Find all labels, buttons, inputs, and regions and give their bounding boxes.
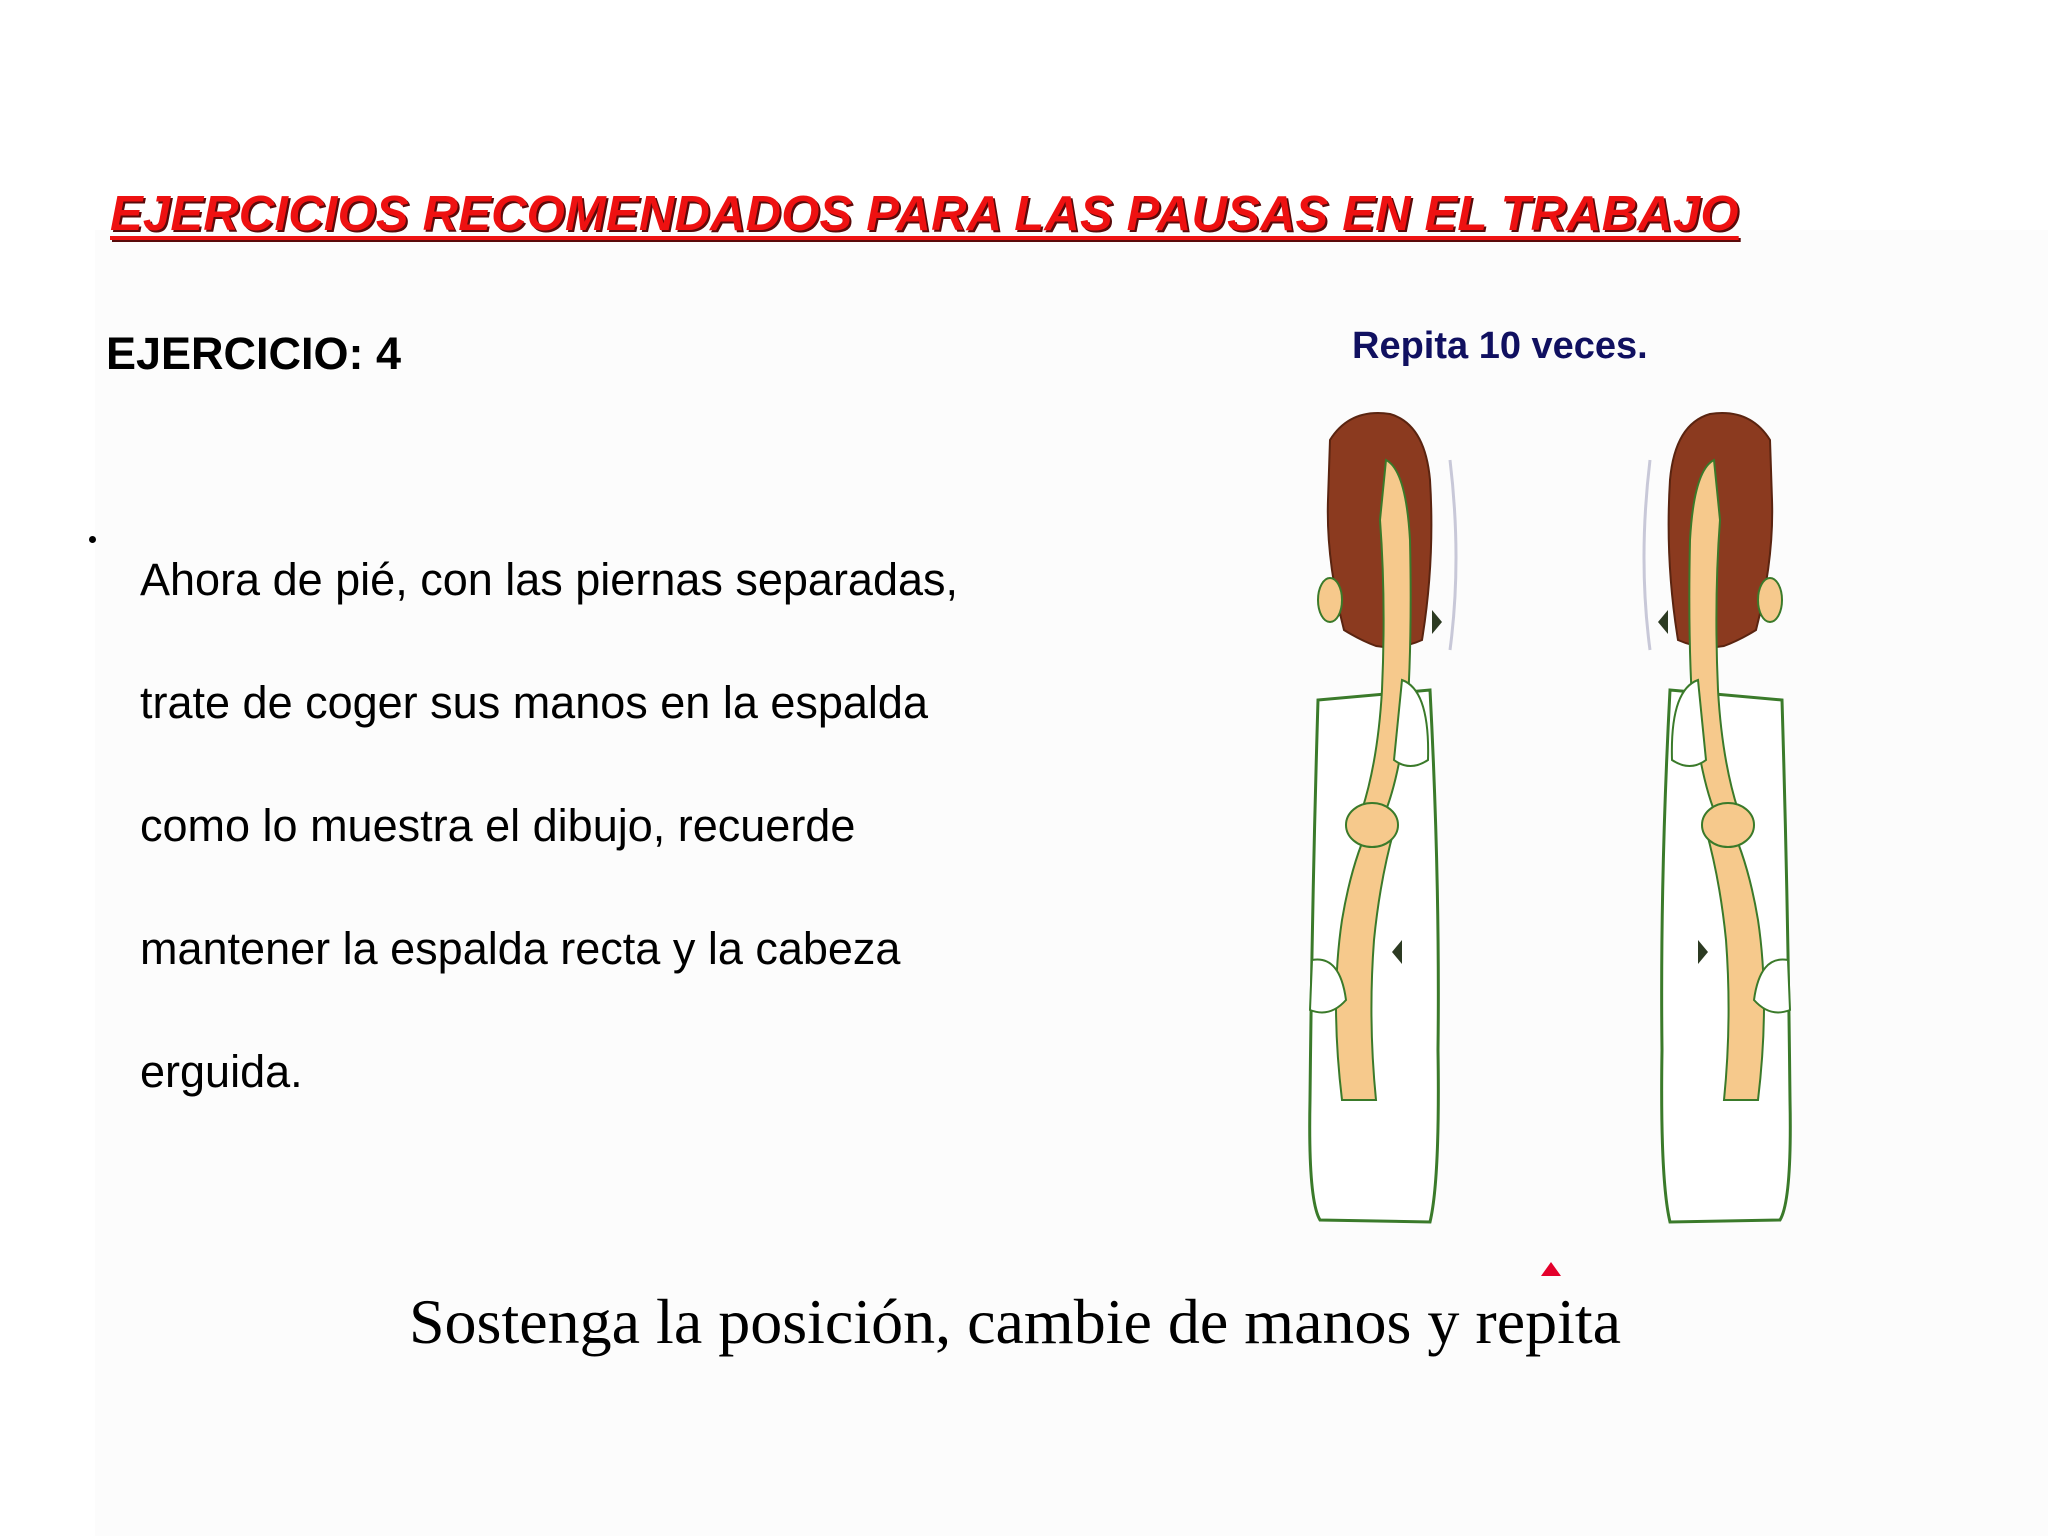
person-stretch-illustration bbox=[1290, 400, 1810, 1260]
instruction-line: erguida. bbox=[140, 1046, 303, 1097]
repeat-label: Repita 10 veces. bbox=[1352, 325, 1648, 367]
footer-instruction: Sostenga la posición, cambie de manos y repita bbox=[408, 1286, 1622, 1357]
instruction-line: trate de coger sus manos en la espalda bbox=[140, 677, 928, 728]
bullet-icon bbox=[89, 536, 96, 543]
figure-right bbox=[1644, 413, 1790, 1222]
instruction-line: Ahora de pié, con las piernas separadas, bbox=[140, 554, 959, 605]
exercise-label: EJERCICIO: 4 bbox=[106, 328, 402, 379]
small-marker-icon bbox=[1541, 1262, 1561, 1276]
instruction-line: como lo muestra el dibujo, recuerde bbox=[140, 800, 856, 851]
slide-title: EJERCICIOS RECOMENDADOS PARA LAS PAUSAS EN EL TRABAJO bbox=[110, 187, 1739, 241]
figure-left bbox=[1310, 413, 1456, 1222]
instruction-line: mantener la espalda recta y la cabeza bbox=[140, 923, 901, 974]
instruction-list bbox=[140, 518, 1140, 1133]
